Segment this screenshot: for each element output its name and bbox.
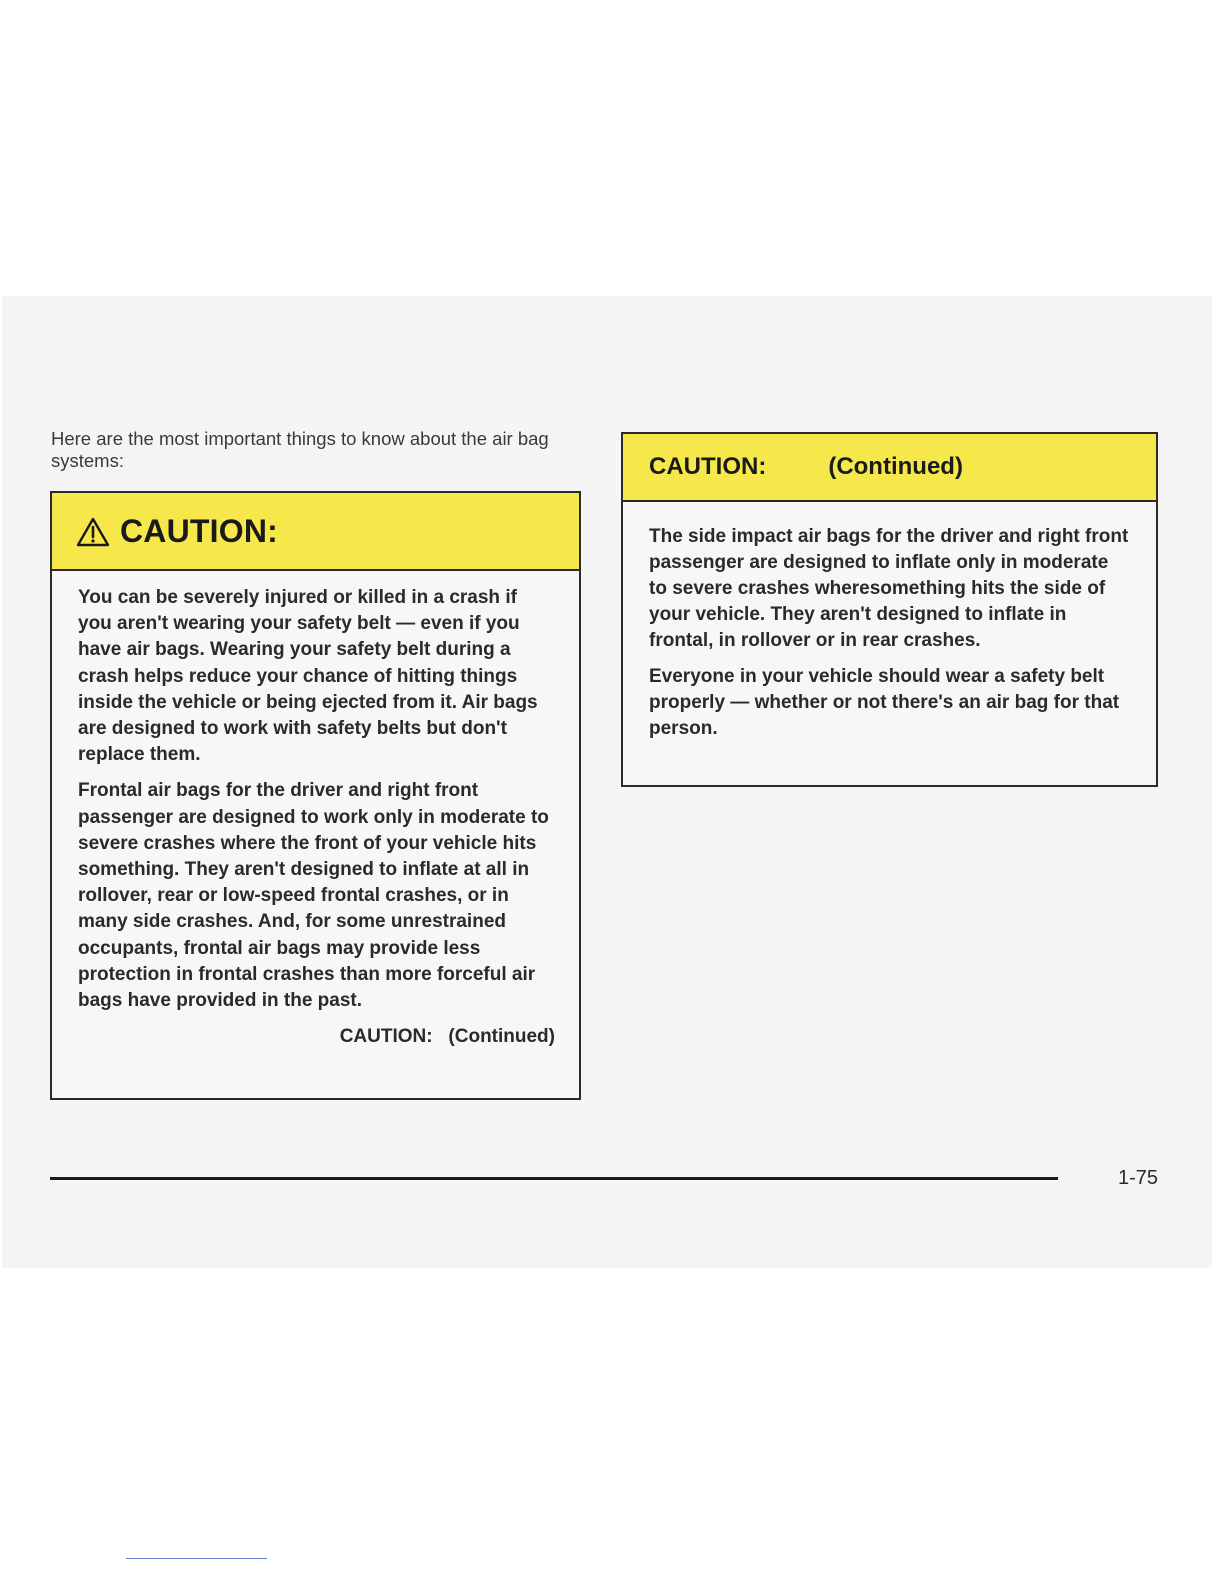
warning-triangle-icon <box>76 517 110 547</box>
caution-paragraph: Everyone in your vehicle should wear a safety belt properly — whether or not there's an air bag for that person. <box>649 666 1120 739</box>
caution-title: CAUTION: <box>120 512 279 549</box>
caution-paragraph: You can be severely injured or killed in a crash if you aren't wearing your safety belt — even if you have air bags. Wearing your safety belt during a crash helps reduce your chance of hitting things inside the vehicle or being ejected from it. Air bags are designed to work with safety belts but don't replace them. <box>78 587 538 766</box>
caution-continued-header <box>623 434 1156 502</box>
intro-text: Here are the most important things to know about the air bag systems: <box>51 428 549 471</box>
caution-box-left <box>50 491 581 1100</box>
caution-continued-title: CAUTION: (Continued) <box>649 453 963 480</box>
caution-body <box>623 502 1156 742</box>
page-number: 1-75 <box>1118 1167 1159 1189</box>
caution-paragraph: Frontal air bags for the driver and right front passenger are designed to work only in moderate to severe crashes where the front of your vehicle hits something. They aren't designed to inflate at all in rollover, rear or low-speed frontal crashes, or in many side crashes. And, for some unrestrained occupants, frontal air bags may provide less protection in frontal crashes than more forceful air bags have provided in the past. <box>78 780 549 1012</box>
footer-rule <box>50 1177 1058 1180</box>
caution-body <box>52 571 579 1050</box>
caution-header <box>52 493 579 571</box>
caution-box-right <box>621 432 1158 787</box>
caution-continued-label: CAUTION: (Continued) <box>339 1026 555 1048</box>
bottom-underline <box>126 1558 267 1559</box>
caution-paragraph: The side impact air bags for the driver and right front passenger are designed to inflate only in moderate to severe crashes wheresomething hits the side of your vehicle. They aren't designed to inflate in frontal, in rollover or in rear crashes. <box>649 526 1129 651</box>
